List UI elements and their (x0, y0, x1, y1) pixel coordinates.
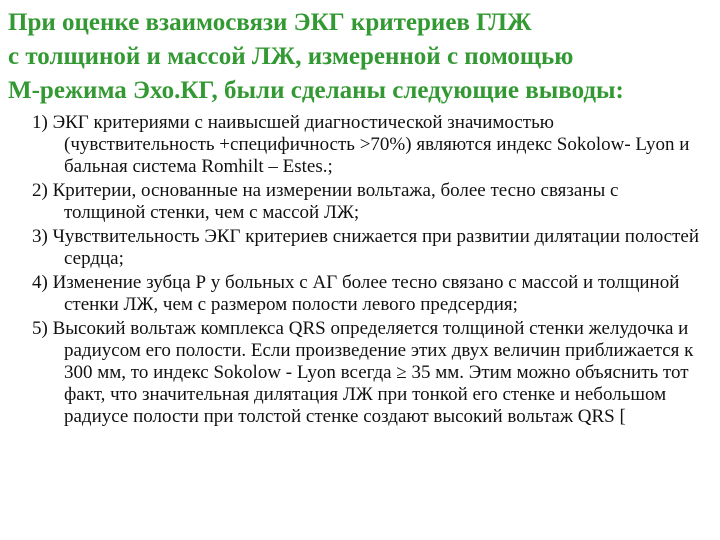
list-item: 1) ЭКГ критериями с наивысшей диагностической значимостью (чувствительность +специфичность >70%) являются индекс Sokolow- Lyon и бальная система Romhilt – Estes.; (32, 112, 690, 177)
list-item: 5) Высокий вольтаж комплекса QRS определяется толщиной стенки желудочка и радиусом его полости. Если произведение этих двух величин приближается к 300 мм, то индекс Sokolow - Lyon всегда ≥ 35 мм. Этим можно объяснить тот факт, что значительная дилятация ЛЖ при тонкой его стенке и небольшом радиусе полости при толстой стенке создают высокий вольтаж QRS [ (32, 318, 694, 427)
conclusions-list (32, 112, 702, 430)
list-item: 2) Критерии, основанные на измерении вольтажа, более тесно связаны с толщиной стенки, чем с массой ЛЖ; (32, 180, 619, 223)
list-item: 4) Изменение зубца Р у больных с АГ более тесно связано с массой и толщиной стенки ЛЖ, чем с размером полости левого предсердия; (32, 272, 680, 315)
slide-title: При оценке взаимосвязи ЭКГ критериев ГЛЖ с толщиной и массой ЛЖ, измеренной с помощью М-режима Эхо.КГ, были сделаны следующие выводы: (8, 9, 624, 104)
list-item: 3) Чувствительность ЭКГ критериев снижается при развитии дилятации полостей сердца; (32, 226, 700, 269)
